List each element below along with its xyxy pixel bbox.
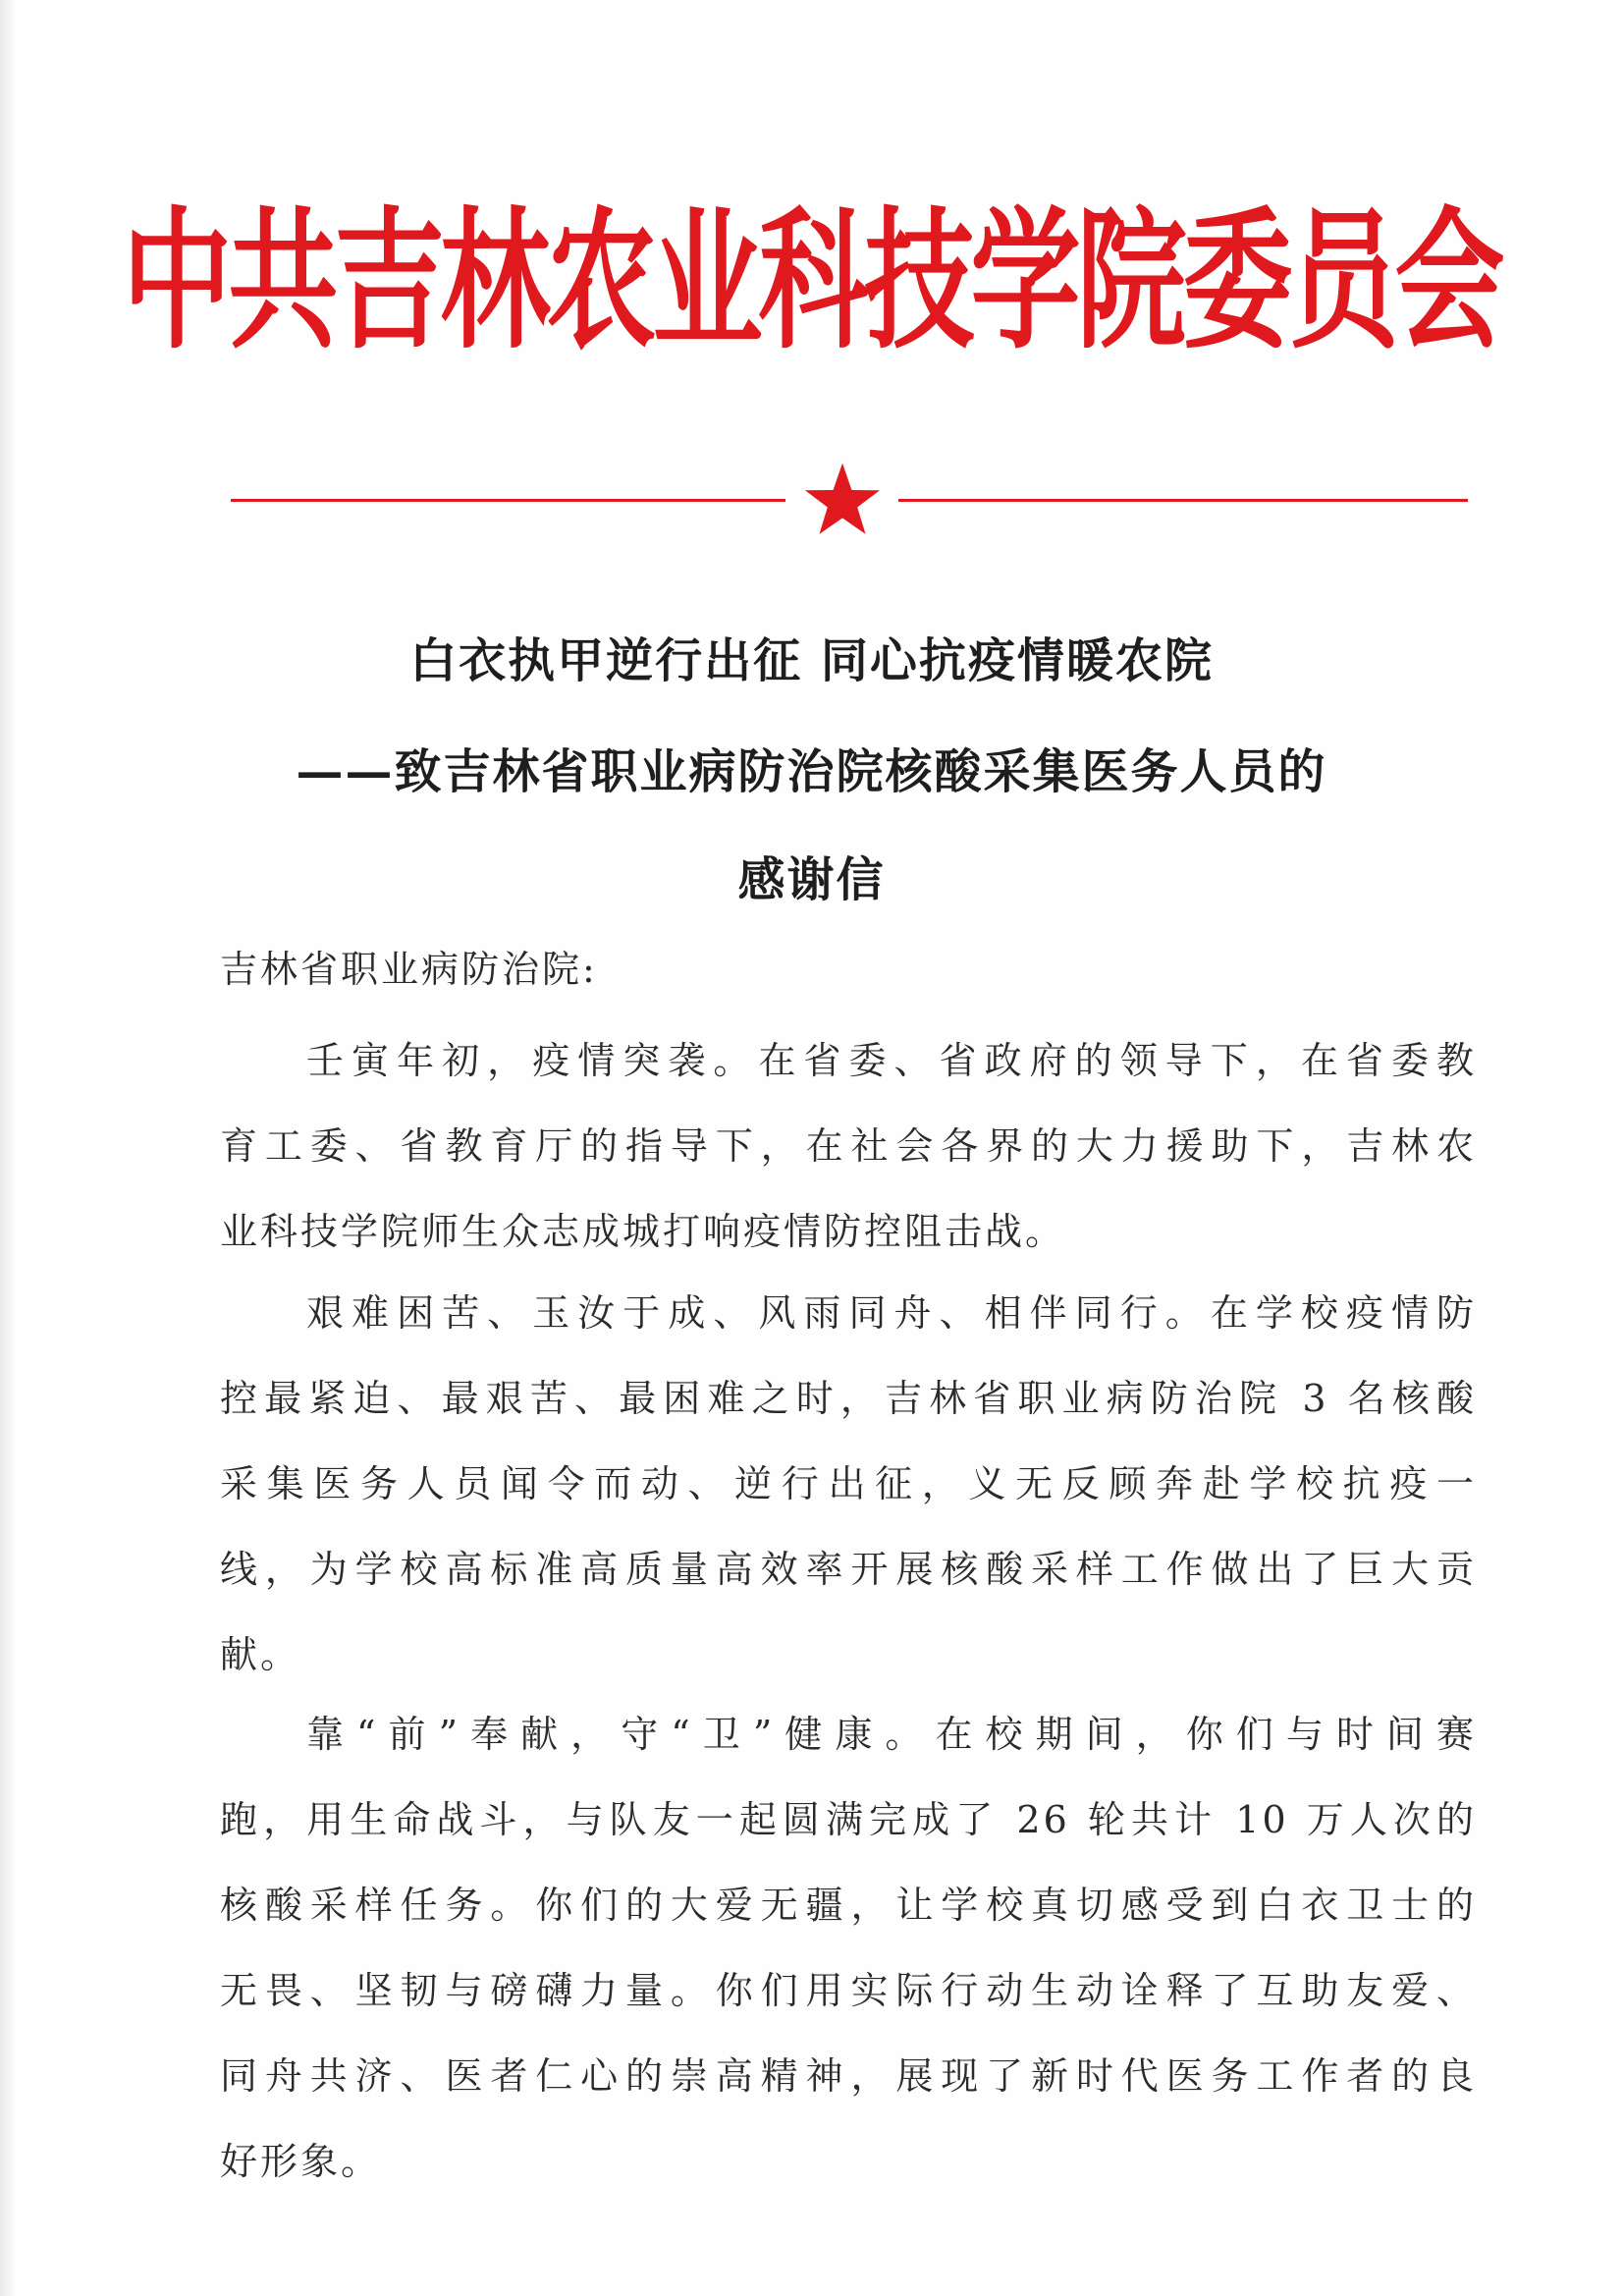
paragraph-line: 采集医务人员闻令而动、逆行出征，义无反顾奔赴学校抗疫一 [220, 1462, 1477, 1505]
paragraph-line: 壬寅年初，疫情突袭。在省委、省政府的领导下，在省委教 [306, 1039, 1477, 1082]
paragraph-line: 线，为学校高标准高质量高效率开展核酸采样工作做出了巨大贡 [220, 1548, 1477, 1591]
paragraph-line: 无畏、坚韧与磅礴力量。你们用实际行动生动诠释了互助友爱、 [220, 1969, 1477, 2012]
document-subtitle-end: 感谢信 [737, 852, 886, 907]
star-icon [803, 462, 882, 540]
paragraph-line: 艰难困苦、玉汝于成、风雨同舟、相伴同行。在学校疫情防 [306, 1291, 1477, 1335]
letterhead-rule-left [231, 499, 785, 502]
paragraph-line: 育工委、省教育厅的指导下，在社会各界的大力援助下，吉林农 [220, 1124, 1477, 1168]
paragraph-3 [220, 1692, 1477, 2205]
paragraph-line: 核酸采样任务。你们的大爱无疆，让学校真切感受到白衣卫士的 [220, 1884, 1477, 1927]
letterhead-rule-right [898, 499, 1468, 502]
document-title: 白衣执甲逆行出征 同心抗疫情暖农院 [409, 633, 1214, 688]
paragraph-line: 业科技学院师生众志成城打响疫情防控阻击战。 [220, 1210, 1066, 1253]
salutation: 吉林省职业病防治院: [220, 948, 598, 991]
paragraph-1 [220, 1018, 1477, 1275]
document-subtitle: ——致吉林省职业病防治院核酸采集医务人员的 [296, 744, 1327, 799]
paragraph-line: 控最紧迫、最艰苦、最困难之时，吉林省职业病防治院 3 名核酸 [220, 1377, 1477, 1420]
paragraph-line: 靠“前”奉献，守“卫”健康。在校期间，你们与时间赛 [306, 1713, 1477, 1756]
paragraph-2 [220, 1271, 1477, 1698]
letterhead-org-name: 中共吉林农业科技学院委员会 [122, 193, 1501, 370]
paragraph-line: 跑，用生命战斗，与队友一起圆满完成了 26 轮共计 10 万人次的 [220, 1798, 1477, 1841]
paragraph-line: 献。 [220, 1633, 301, 1676]
paragraph-line: 同舟共济、医者仁心的崇高精神，展现了新时代医务工作者的良 [220, 2054, 1477, 2098]
paragraph-line: 好形象。 [220, 2140, 382, 2183]
